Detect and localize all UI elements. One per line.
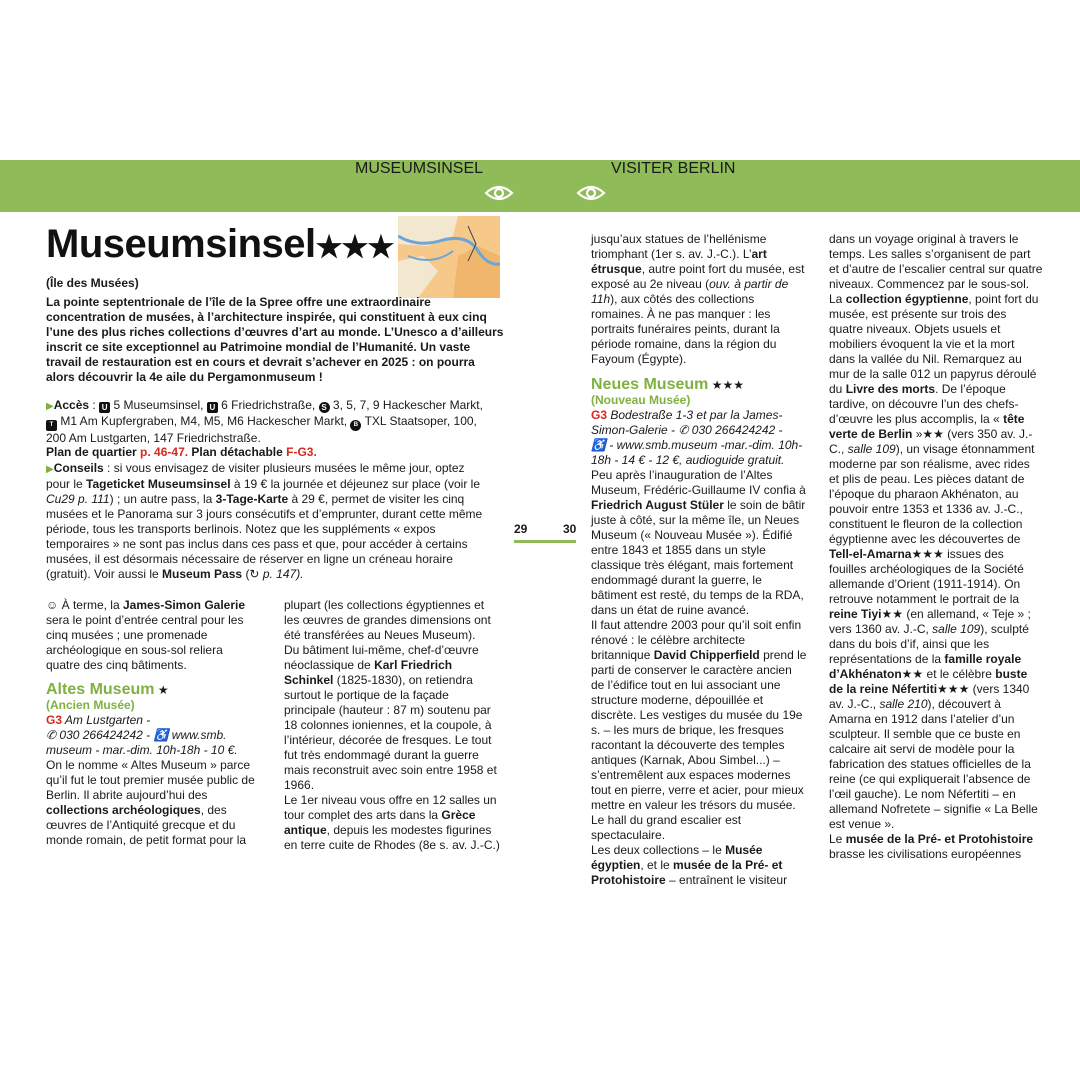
phone-icon: ✆ — [678, 423, 689, 437]
conseils-bold: Museum Pass — [162, 567, 243, 581]
column-4 — [829, 232, 1043, 862]
bold-text: collections archéologiques — [46, 803, 201, 817]
bold-text: Grèce antique — [284, 808, 476, 837]
acces-s: 3, 5, 7, 9 Hackescher Markt, — [332, 398, 483, 412]
conseils-text: à 29 €, permet de visiter les cinq musées et le Panorama sur 3 jours consécutifs et d’emprunter, durant cette même période, tous les transports berlinois. Notez que les suppléments « expos temporaires » ne sont pas inclus dans ces pass et que, pour accéder à certains musées, il est désormais nécessaire de réserver en ligne un créneau horaire (gratuit). Voir aussi le — [46, 492, 483, 581]
paragraph — [591, 843, 807, 888]
page-number-left: 29 — [514, 522, 528, 536]
bold-text: Musée égyptien — [591, 843, 763, 872]
paragraph — [829, 292, 1043, 832]
conseils-bold: Tageticket Museumsinsel — [86, 477, 231, 491]
plan-ref[interactable]: p. 46-47. — [140, 445, 189, 459]
address: Am Lustgarten - — [64, 713, 151, 727]
bold-text: tête verte de Berlin — [829, 412, 1025, 441]
web[interactable]: www.smb. museum - mar.-dim. 10h-18h - 10 €. — [46, 728, 238, 757]
paragraph: dans un voyage original à travers le temps. Les salles s’organisent de part et d’autre de l’escalier central sur quatre niveaux. Commencez par le sous-sol. — [829, 232, 1043, 291]
text: À terme, la — [61, 598, 123, 612]
paragraph — [284, 643, 500, 793]
title-text: Museumsinsel — [46, 222, 316, 266]
text: – entraînent le visiteur — [665, 873, 788, 887]
plan-label: Plan de quartier — [46, 445, 137, 459]
text: ), aux côtés des collections romaines. À ne pas manquer : les portraits funéraires peints, durant la période romaine, dans la région du Fayoum (Égypte). — [591, 292, 780, 366]
conseils-italic: p. 147). — [262, 567, 304, 581]
text: , point fort du musée, est présente sur trois des quatre niveaux. Objets usuels et mobiliers évoquent la vie et la mort dans la vallée du Nil. Remarquez au mur de la salle 012 un papyrus déroulé du — [829, 292, 1039, 396]
acces-tram: M1 Am Kupfergraben, M4, M5, M6 Hackescher Markt, — [60, 414, 348, 428]
page-title — [46, 222, 393, 267]
text: prend le parti de conserver le caractère ancien de l’édifice tout en lui associant une structure moderne, dépouillée et discrète. Les vestiges du musée du 19e s. – les murs de brique, les fresques racontant la découverte des temples antiques (Karnak, Abou Simbel...) – s’entremêlent aux espaces modernes tout en pierre, verre et acier, pour mieux mettre en valeur les trésors du musée. Le hall du grand escalier est spectaculaire. — [591, 648, 807, 842]
plan-label: Plan détachable — [191, 445, 283, 459]
text: ), sculpté dans du bois d’if, ainsi que les représentations de la — [829, 622, 1029, 666]
triangle-icon: ▶ — [46, 401, 54, 412]
column-3 — [591, 232, 807, 888]
tram-icon: T — [46, 420, 57, 431]
section-subtitle: (Ancien Musée) — [46, 698, 135, 712]
conseils-block — [46, 461, 488, 582]
bus-icon: B — [350, 420, 361, 431]
s-bahn-icon: S — [319, 402, 330, 413]
text: , depuis les modestes figurines en terre cuite de Rhodes (8e s. av. J.-C.) — [284, 823, 500, 852]
text: ), un visage étonnamment moderne par son réalisme, avec rides et plis de peau. Les pièces datant de l’époque du pharaon Akhénaton, au pouvoir entre 1353 et 1336 av. J.-C., constituent le fleuron de la collection égyptienne avec les découvertes de — [829, 442, 1035, 546]
text: . De l’époque tardive, on découvre l’un des chefs-d’œuvre les plus accomplis, la « — [829, 382, 1019, 426]
conseils-text: à 19 € la journée et déjeunez sur place (voir le — [230, 477, 481, 491]
paragraph — [591, 232, 807, 367]
paragraph — [284, 793, 500, 853]
section-heading: Neues Museum — [591, 376, 709, 393]
conseils-italic: Cu29 p. 111 — [46, 492, 110, 506]
column-2 — [284, 598, 500, 853]
eye-icon — [576, 184, 606, 202]
text: jusqu’aux statues de l’hellénisme triomphant (1er s. av. J.-C.). L’ — [591, 232, 767, 261]
wheelchair-icon: ♿ — [153, 728, 169, 742]
text: ★★★ issues des fouilles archéologiques de la Société allemande d’Orient (1911-1914). On retrouve notamment le portrait de la — [829, 547, 1024, 606]
plan-line — [46, 445, 496, 460]
phone-icon: ✆ — [46, 728, 57, 742]
acces-u6: 6 Friedrichstraße, — [221, 398, 316, 412]
text: Les deux collections – le — [591, 843, 726, 857]
paragraph — [591, 468, 807, 618]
text: Il faut attendre 2003 pour qu’il soit enfin rénové : le célèbre architecte britannique — [591, 618, 802, 662]
italic-text: salle 109 — [932, 622, 981, 636]
text: , autre point fort du musée, est exposé au 2e niveau ( — [591, 262, 805, 291]
altes-info — [46, 713, 260, 758]
text: le soin de bâtir juste à côté, sur la même île, un Neues Museum (« Nouveau Musée »). Édifié entre 1843 et 1855 dans un style classique très élégant, mais fortement endommagé durant la guerre, le bâtiment est resté, du temps de la RDA, dans un état de ruine avancé. — [591, 498, 806, 617]
text: sera le point d’entrée central pour les cinq musées ; une promenade archéologique en sous-sol reliera quatre des cinq bâtiments. — [46, 613, 244, 672]
bold-text: musée de la Pré- et Protohistoire — [591, 858, 783, 887]
text: (1825-1830), on retiendra surtout le portique de la façade principale (hauteur : 87 m) soutenu par 18 colonnes ioniennes, et la coupole, à l’intérieur, décorée de fresques. Le tout fut très endommagé durant la guerre mais reconstruit avec soin entre 1958 et 1966. — [284, 673, 497, 792]
section-subtitle: (Nouveau Musée) — [591, 393, 691, 407]
bold-text: Tell-el-Amarna — [829, 547, 912, 561]
text: Du bâtiment lui-même, chef-d’œuvre néoclassique de — [284, 643, 479, 672]
text: Peu après l’inauguration de l’Altes Museum, Frédéric-Guillaume IV confia à — [591, 468, 806, 497]
web[interactable]: - www.smb.museum -mar.-dim. 10h-18h - 14 € - 12 €, audioguide gratuit. — [591, 438, 803, 467]
conseils-bold: 3-Tage-Karte — [215, 492, 289, 506]
bold-text: art étrusque — [591, 247, 767, 276]
text: brasse les civilisations européennes — [829, 847, 1022, 861]
text: Le — [829, 832, 846, 846]
text: »★★ (vers 350 av. J.-C., — [829, 427, 1033, 456]
title-stars: ★★★ — [315, 231, 394, 264]
italic-text: salle 109 — [847, 442, 896, 456]
stars: ★ — [157, 683, 169, 697]
text: , et le — [640, 858, 674, 872]
bold-text: Friedrich August Stüler — [591, 498, 724, 512]
paragraph: plupart (les collections égyptiennes et les œuvres de grandes dimensions ont été transférées au Neues Museum). — [284, 598, 491, 642]
subtitle: (Île des Musées) — [46, 276, 139, 290]
text: ★★ et le célèbre — [901, 667, 996, 681]
address: Bodestraße 1-3 et par la James-Simon-Galerie - — [591, 408, 783, 437]
plan-ref[interactable]: F-G3. — [286, 445, 317, 459]
conseils-text: ) ; un autre pass, la — [109, 492, 216, 506]
eye-icon — [484, 184, 514, 202]
bold-text: famille royale d’Akhénaton — [829, 652, 1022, 681]
header-right-label: VISITER BERLIN — [611, 160, 736, 177]
acces-bus: TXL Staatsoper, 100, 200 Am Lustgarten, 147 Friedrichstraße. — [46, 414, 477, 445]
acces-block: ▶Accès : U 5 Museumsinsel, U 6 Friedrichstraße, S 3, 5, 7, 9 Hackescher Markt, T M1 Am Kupfergraben, M4, M5, M6 Hackescher Markt, B TXL Staatsoper, 100, 200 Am Lustgarten, 147 Friedrichstraße. — [46, 398, 483, 445]
header-band — [0, 160, 1080, 212]
u-bahn-icon: U — [207, 402, 218, 413]
altes-heading — [46, 682, 260, 698]
text: La — [829, 292, 846, 306]
paragraph — [591, 618, 807, 843]
stars: ★★★ — [711, 378, 744, 392]
text: ★★★ (vers 1340 av. J.-C., — [829, 682, 1030, 711]
grid-ref[interactable]: G3 — [46, 713, 63, 727]
header-left-label: MUSEUMSINSEL — [355, 160, 484, 177]
bold-text: Karl Friedrich Schinkel — [284, 658, 453, 687]
bold-text: David Chipperfield — [653, 648, 760, 662]
text: Le 1er niveau vous offre en 12 salles un tour complet des arts dans la — [284, 793, 497, 822]
bold-text: Livre des morts — [845, 382, 936, 396]
conseils-label: Conseils — [53, 461, 104, 475]
bold-text: reine Tiyi — [829, 607, 882, 621]
intro-paragraph: La pointe septentrionale de l’île de la Spree offre une extraordinaire concentration de musées, à l’architecture inspirée, qui constituent à eux cinq l’une des plus riches collections d’œuvres d’art au monde. L’Unesco a d’ailleurs inscrit ce site exceptionnel au Patrimoine mondial de l’Humanité. Un vaste travail de restauration est en cours et devrait s’achever en 2025 : on pourra alors découvrir la 4e aile du Pergamonmuseum ! — [46, 295, 504, 384]
phone: 030 266424242 - — [59, 728, 154, 742]
bold-text: musée de la Pré- et Protohistoire — [845, 832, 1034, 846]
section-heading: Altes Museum — [46, 681, 155, 698]
bold-text: James-Simon Galerie — [122, 598, 246, 612]
triangle-icon: ▶ — [46, 464, 54, 475]
italic-text: salle 210 — [879, 697, 928, 711]
james-simon-paragraph — [46, 598, 260, 673]
text: ), découvert à Amarna en 1912 dans l’atelier d’un sculpteur. Il semble que ce buste en calcaire ait servi de modèle pour la fabrication des statues officielles de la reine (ce qui expliquerait l’absence de l’œil gauche). Le nom Néfertiti – en allemand Nofretete – signifie « La Belle est venue ». — [829, 697, 1038, 831]
italic-text: ouv. à partir de 11h — [591, 277, 789, 306]
acces-label: Accès — [53, 398, 90, 412]
grid-ref[interactable]: G3 — [591, 408, 608, 422]
cross-reference-icon: (↻ — [245, 567, 260, 581]
conseils-text: : si vous envisagez de visiter plusieurs musées le même jour, optez pour le — [46, 461, 465, 491]
altes-paragraph — [46, 758, 260, 848]
smiley-icon: ☺ — [46, 598, 59, 612]
bold-text: buste de la reine Néfertiti — [829, 667, 1028, 696]
text: , des œuvres de l’Antiquité grecque et du monde romain, de petit format pour la — [46, 803, 247, 847]
bold-text: collection égyptienne — [845, 292, 969, 306]
text: On le nomme « Altes Museum » parce qu’il fut le tout premier musée public de Berlin. Il abrite aujourd’hui des — [46, 758, 255, 802]
phone: 030 266424242 - — [691, 423, 783, 437]
acces-u5: 5 Museumsinsel, — [113, 398, 204, 412]
neues-info — [591, 408, 807, 468]
u-bahn-icon: U — [99, 402, 110, 413]
wheelchair-icon: ♿ — [591, 438, 606, 452]
neues-heading — [591, 377, 807, 393]
paragraph — [829, 832, 1043, 862]
page-number-right: 30 — [563, 522, 577, 536]
text: ★★ (en allemand, « Teje » ; vers 1360 av. J.-C, — [829, 607, 1031, 636]
column-1 — [46, 598, 260, 848]
page-rule — [514, 540, 576, 543]
